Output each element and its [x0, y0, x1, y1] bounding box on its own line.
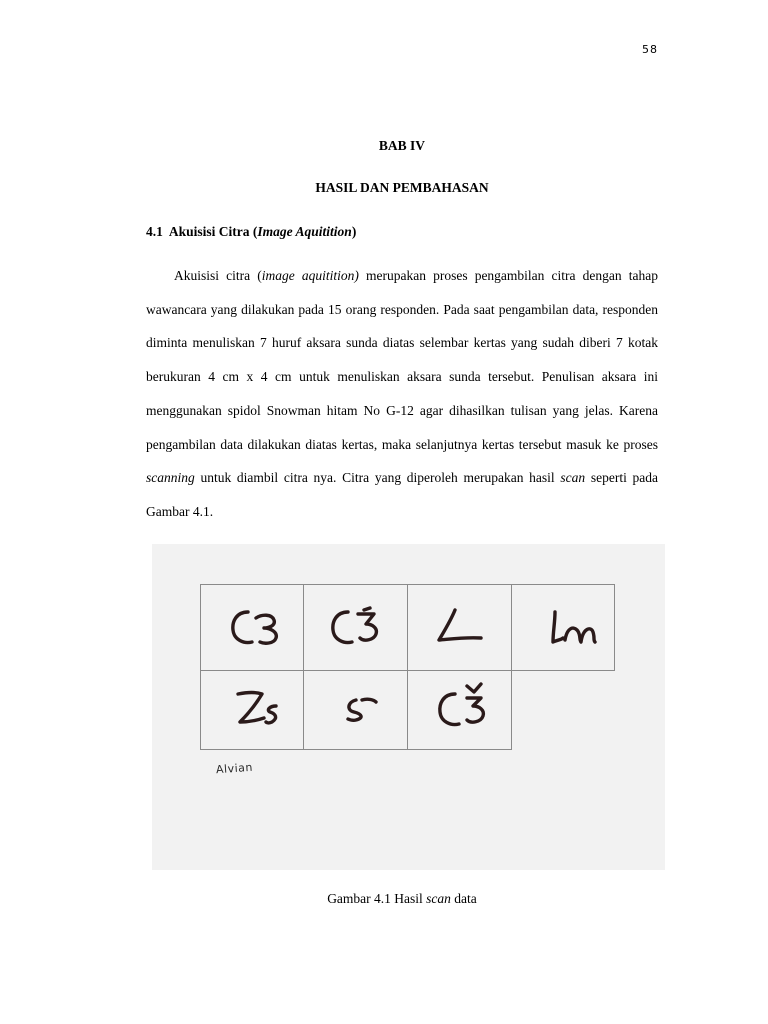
- section-number: 4.1: [146, 224, 163, 239]
- page-number: 58: [642, 43, 658, 56]
- scan-figure: [152, 544, 665, 870]
- para-text-3: untuk diambil citra nya. Citra yang diperoleh merupakan hasil: [194, 470, 561, 486]
- sunda-char-6-glyph: [342, 694, 382, 724]
- para-italic-2: scanning: [146, 470, 195, 486]
- sunda-char-7-glyph: [437, 682, 497, 732]
- respondent-signature: Alvian: [215, 760, 254, 777]
- para-text-1: Akuisisi citra (: [174, 268, 262, 283]
- caption-suffix: data: [450, 891, 477, 906]
- sunda-char-1-glyph: [230, 608, 290, 648]
- section-title-end: ): [351, 224, 357, 239]
- sunda-char-3-glyph: [435, 608, 495, 648]
- sunda-char-5-glyph: [234, 688, 294, 732]
- section-title-start: Akuisisi Citra (: [168, 224, 258, 239]
- para-italic-1: image aquitition): [261, 268, 359, 283]
- caption-prefix: Gambar 4.1 Hasil: [327, 891, 427, 906]
- body-paragraph: [146, 259, 658, 529]
- caption-italic: scan: [426, 891, 451, 906]
- para-text-4: seperti pada Gambar 4.1.: [146, 470, 659, 519]
- para-text-2: merupakan proses pengambilan citra dengan tahap wawancara yang dilakukan pada 15 orang responden. Pada saat pengambilan data, responden diminta menuliskan 7 huruf aksara sunda diatas selembar kertas yang sudah diberi 7 kotak berukuran 4 cm x 4 cm untuk menuliskan aksara sunda tersebut. Penulisan aksara ini menggunakan spidol Snowman hitam No G-12 agar dihasilkan tulisan yang jelas. Karena pengambilan data dilakukan diatas kertas, maka selanjutnya kertas tersebut masuk ke proses: [146, 268, 658, 452]
- sunda-char-2-glyph: [330, 606, 390, 650]
- sunda-char-4-glyph: [547, 610, 607, 650]
- chapter-title: HASIL DAN PEMBAHASAN: [315, 180, 489, 195]
- section-heading: [146, 224, 658, 240]
- section-title-italic: Image Aquitition: [257, 224, 352, 239]
- figure-caption: [146, 891, 658, 907]
- chapter-heading: BAB IV: [378, 138, 426, 153]
- para-italic-3: scan: [560, 470, 586, 486]
